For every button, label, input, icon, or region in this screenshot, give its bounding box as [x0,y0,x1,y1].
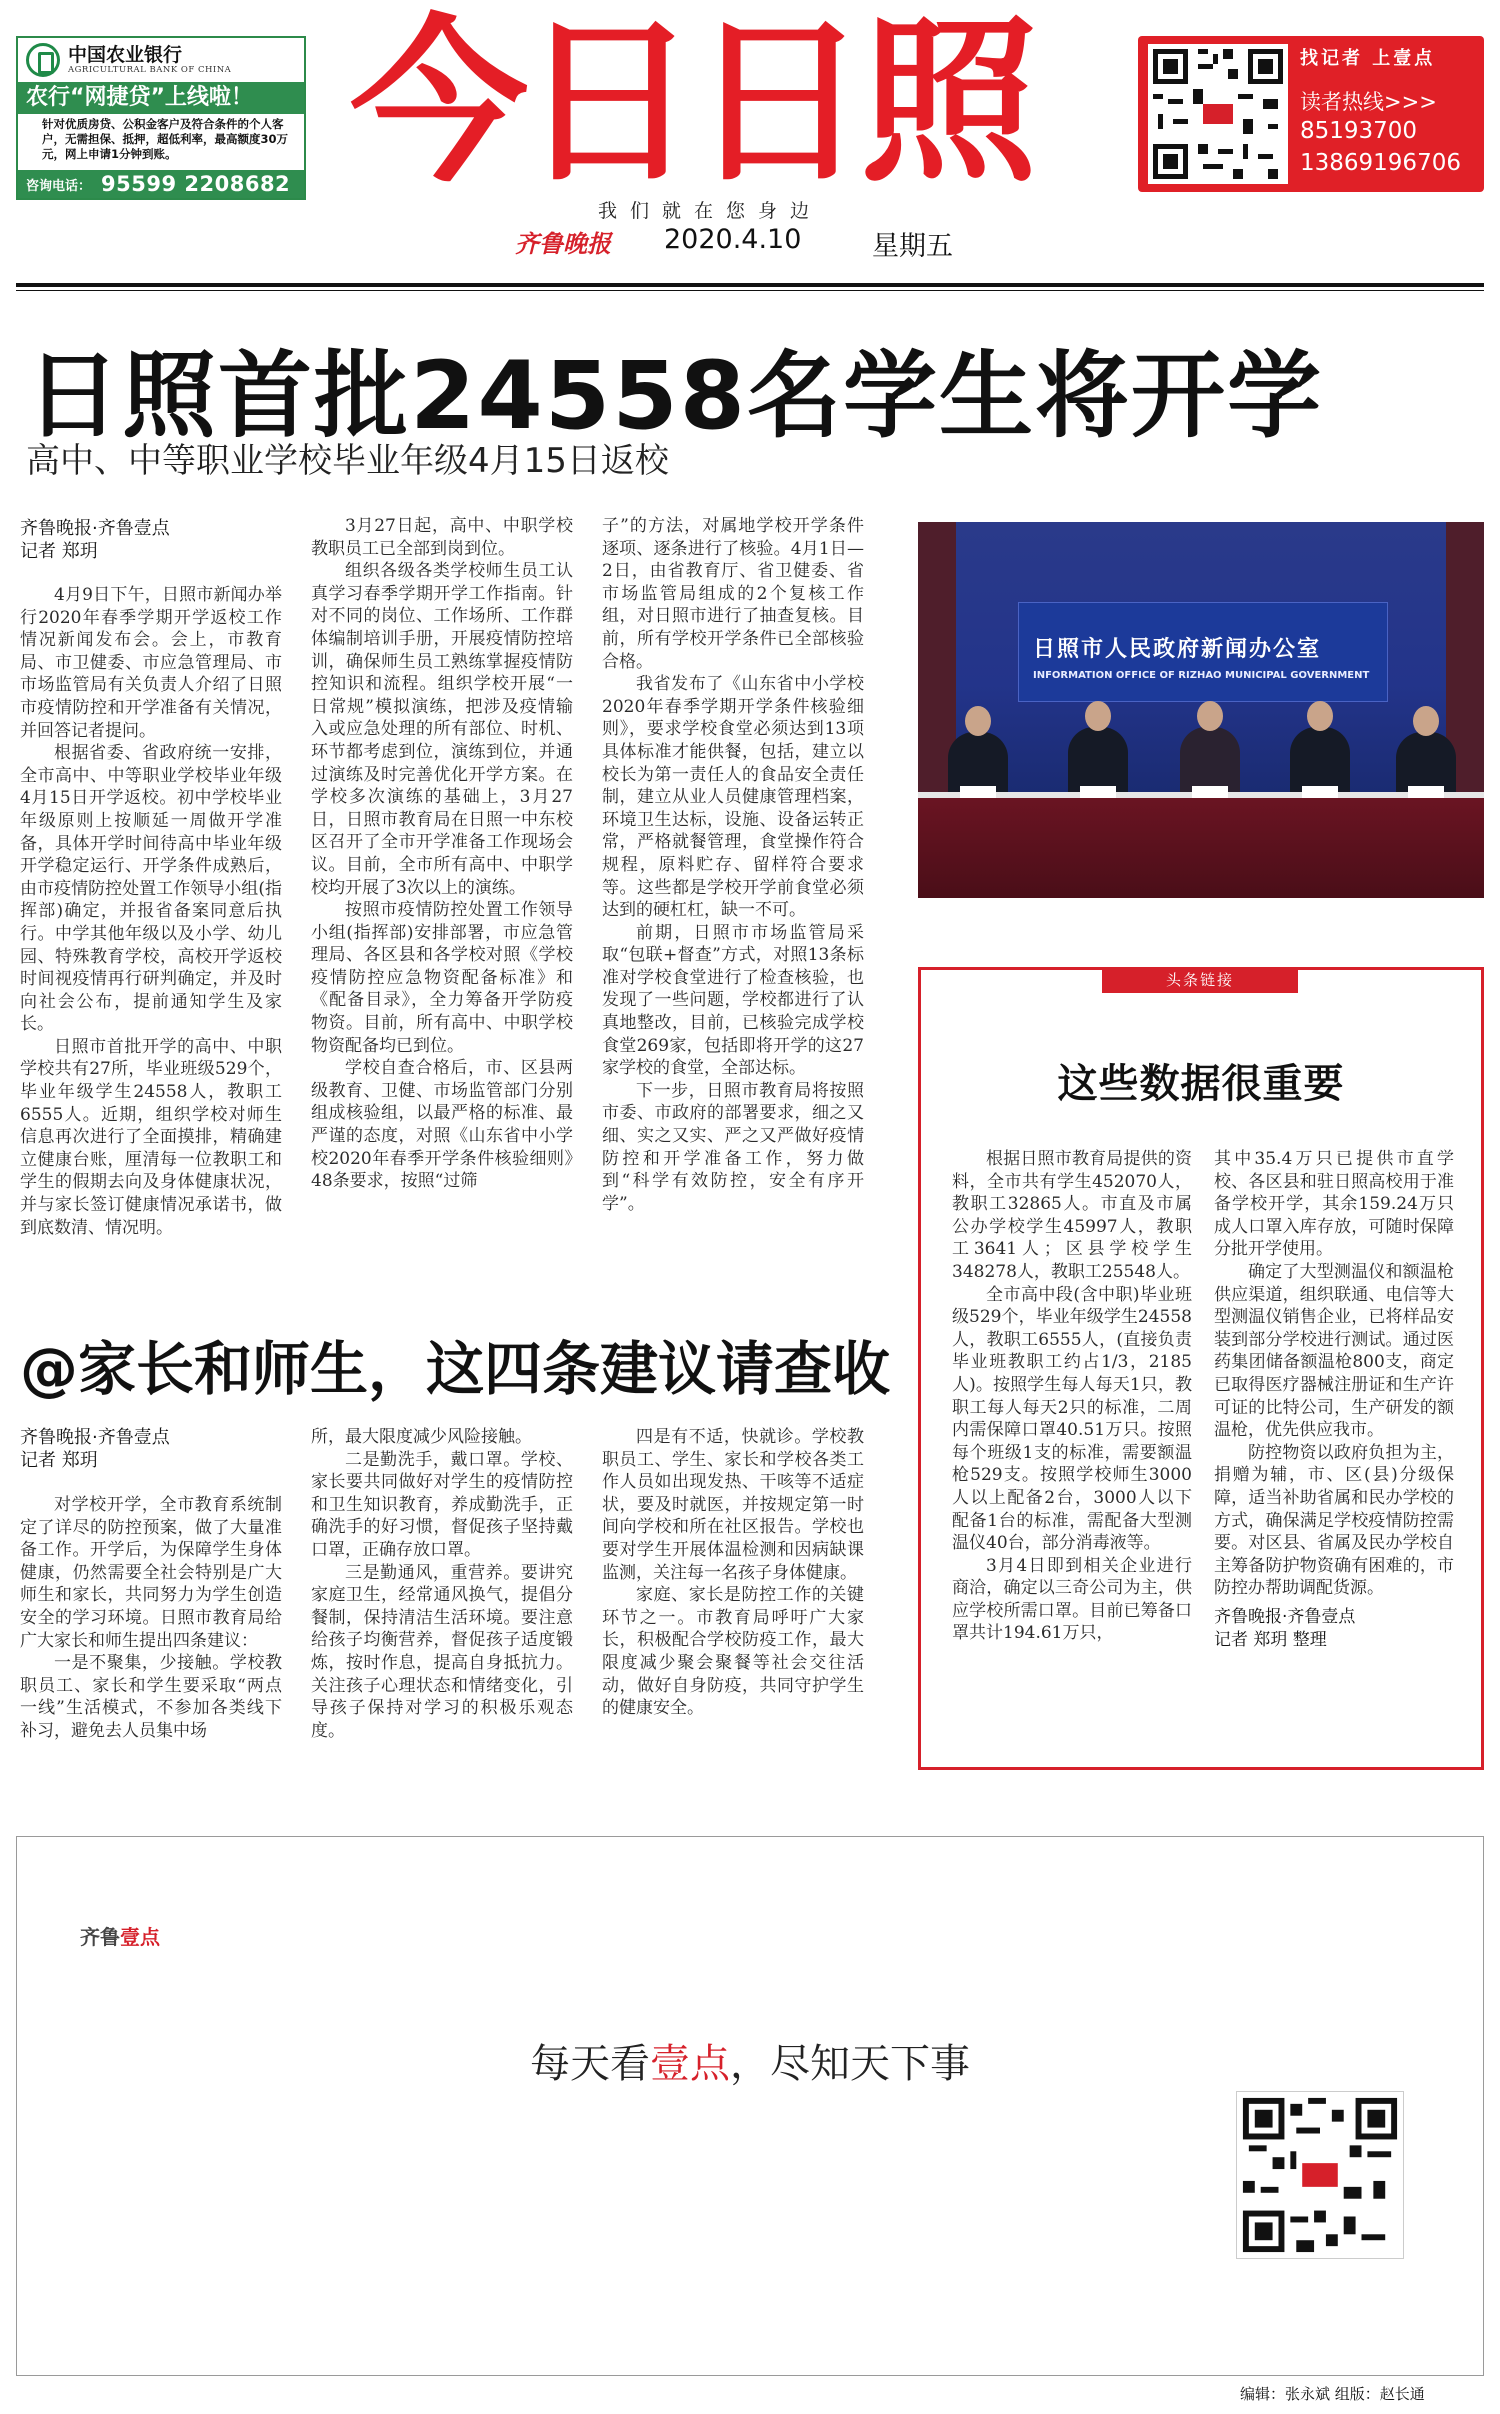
paragraph: 二是勤洗手，戴口罩。学校、家长要共同做好对学生的疫情防控和卫生知识教育，养成勤洗手，正确洗手的好习惯，督促孩子坚持戴口罩，正确存放口罩。 [311,1449,573,1560]
issue-date: 2020.4.10 [664,224,802,255]
qr-code-icon[interactable] [1148,44,1288,184]
lead-subheadline: 高中、中等职业学校毕业年级4月15日返校 [26,441,669,481]
second-byline [20,1426,170,1472]
lead-column-2 [311,515,573,1193]
paragraph: 组织各级各类学校师生员工认真学习春季学期开学工作指南。针对不同的岗位、工作场所、工作群体编制培训手册，开展疫情防控培训，确保师生员工熟练掌握疫情防控知识和流程。组织学校开展“一日常规”模拟演练，把涉及疫情输入或应急处理的所有部位、时机、环节都考虑到位，演练到位，并通过演练及时完善优化开学方案。在学校多次演练的基础上，3月27日，日照市教育局在日照一中东校区召开了全市开学准备工作现场会议。目前，全市所有高中、中职学校均开展了3次以上的演练。 [311,561,573,898]
paragraph: 根据日照市教育局提供的资料，全市共有学生452070人，教职工32865人。市直及市属公办学校学生45997人，教职工3641人；区县学校学生348278人，教职工25548人。 [952,1149,1192,1282]
paragraph: 家庭、家长是防控工作的关键环节之一。市教育局呼吁广大家长，积极配合学校防疫工作，最大限度减少聚会聚餐等社会交往活动，做好自身防疫，共同守护学生的健康安全。 [602,1585,864,1719]
paragraph: 三是勤通风，重营养。要讲究家庭卫生，经常通风换气，提倡分餐制，保持清洁生活环境。要注意给孩子均衡营养，督促孩子适度锻炼，按时作息，提高自身抵抗力。关注孩子心理状态和情绪变化，引导孩子保持对学习的积极乐观态度。 [311,1562,573,1741]
bank-name: 中国农业银行 [68,44,183,66]
slogan-part: 每天看 [530,2041,650,2087]
app-logo-text: 齐鲁 [80,1925,120,1949]
paragraph: 我省发布了《山东省中小学校2020年春季学期开学条件核验细则》，要求学校食堂必须达到13项具体标准才能供餐，包括，建立以校长为第一责任人的食品安全责任制，建立从业人员健康管理档案，环境卫生达标，设施、设备运转正常，严格就餐管理，食堂操作符合规程，原料贮存、留样符合要求等。这些都是学校开学前食堂必须达到的硬杠杠，缺一不可。 [602,674,864,921]
app-logo [80,1921,160,1950]
sidebar-tab-label: 头条链接 [1102,967,1298,993]
photo-banner-text-en: INFORMATION OFFICE OF RIZHAO MUNICIPAL GOVERNMENT [1033,670,1370,681]
slogan-part: ，尽知天下事 [730,2041,970,2087]
paragraph: 所，最大限度减少风险接触。 [311,1427,532,1447]
ad-description: 针对优质房贷、公积金客户及符合条件的个人客户，无需担保、抵押，超低利率，最高额度30万元，网上申请1分钟到账。 [42,117,289,161]
second-column-2 [311,1426,573,1742]
sidebar-byline [1214,1606,1454,1652]
paragraph: 全市高中段(含中职)毕业班级529个，毕业年级学生24558人，教职工6555人，(直接负责毕业班教职工约占1/3，2185人)。按照学生每人每天1只，教职工每人每天2只的标准，二周内需保障口罩40.51万只。按照每个班级1支的标准，需要额温枪529支。按照学校师生3000人以上配备2台，3000人以下配备1台的标准，需配备大型测温仪40台，部分消毒液等。 [952,1284,1192,1554]
paragraph: 其中35.4万只已提供市直学校、各区县和驻日照高校用于准备学校开学，其余159.24万只成人口罩入库存放，可随时保障分批开学使用。 [1214,1149,1454,1260]
paragraph: 3月27日起，高中、中职学校教职员工已全部到岗到位。 [311,516,573,559]
second-source: 齐鲁晚报·齐鲁壹点 [20,1427,170,1448]
paragraph: 日照市首批开学的高中、中职学校共有27所，毕业班级529个，毕业年级学生24558人，教职工6555人。近期，组织学校对师生信息再次进行了全面摸排，精确建立健康台账，厘清每一位教职工和学生的假期去向及身体健康状况，并与家长签订健康情况承诺书，做到底数清、情况明。 [20,1036,282,1238]
paragraph: 一是不聚集，少接触。学校教职员工、家长和学生要采取“两点一线”生活模式，不参加各类线下补习，避免去人员集中场 [20,1653,282,1741]
paragraph: 按照市疫情防控处置工作领导小组(指挥部)安排部署，市应急管理局、各区县和各学校对照《学校疫情防控应急物资配备标准》和《配备目录》，全力筹备开学防疫物资。目前，所有高中、中职学校物资配备均已到位。 [311,900,573,1056]
lead-column-3 [602,515,864,1215]
paragraph: 四是有不适，快就诊。学校教职员工、学生、家长和学校各类工作人员如出现发热、干咳等不适症状，要及时就医，并按规定第一时间向学校和所在社区报告。学校也要对学生开展体温检测和因病缺课监测，关注每一名孩子身体健康。 [602,1427,864,1583]
photo-banner-text: 日照市人民政府新闻办公室 [1033,637,1322,662]
paragraph: 防控物资以政府负担为主，捐赠为辅，市、区(县)分级保障，适当补助省属和民办学校的方式，确保满足学校疫情防控需要。对区县、省属及民办学校自主筹备防护物资确有困难的，市防控办帮助调配货源。 [1214,1442,1454,1599]
second-reporter: 记者 郑玥 [20,1450,98,1471]
press-conference-photo [918,522,1484,898]
app-logo-accent: 壹点 [120,1925,160,1949]
lead-source: 齐鲁晚报·齐鲁壹点 [20,518,170,539]
bank-advertisement [16,36,306,200]
hotline-number-2: 13869196706 [1300,150,1461,176]
paragraph: 3月4日即到相关企业进行商洽，确定以三奇公司为主，供应学校所需口罩。目前已筹备口罩共计194.61万只， [952,1555,1192,1644]
bank-name-en: AGRICULTURAL BANK OF CHINA [68,65,232,75]
sidebar-title: 这些数据很重要 [1057,1061,1345,1107]
lead-column-1 [20,584,282,1239]
second-column-1 [20,1494,282,1743]
second-column-3 [602,1426,864,1720]
paragraph: 根据省委、省政府统一安排，全市高中、中等职业学校毕业年级4月15日开学返校。初中学校毕业年级原则上按顺延一周做开学准备，具体开学时间待高中毕业年级开学稳定运行、开学条件成熟后，由市疫情防控处置工作领导小组(指挥部)确定，并报省备案同意后执行。中学其他年级以及小学、幼儿园、特殊教育学校，高校开学返校时间视疫情再行研判确定，并及时向社会公布，提前通知学生及家长。 [20,743,282,1035]
paragraph: 子”的方法，对属地学校开学条件逐项、逐条进行了核验。4月1日—2日，由省教育厅、省卫健委、省市场监管局组成的2个复核工作组，对日照市进行了抽查复核。目前，所有学校开学条件已全部核验合格。 [602,516,864,672]
bank-logo-icon [26,43,60,77]
sidebar-source: 齐鲁晚报·齐鲁壹点 [1214,1606,1356,1627]
reader-hotline-label: 读者热线>>> [1300,90,1437,114]
sidebar-reporter: 记者 郑玥 整理 [1214,1629,1327,1650]
hotline-number-1: 85193700 [1300,118,1418,144]
slogan-highlight: 壹点 [650,2041,730,2087]
paragraph: 确定了大型测温仪和额温枪供应渠道，组织联通、电信等大型测温仪销售企业，已将样品安装到部分学校进行测试。通过医药集团储备额温枪800支，商定已取得医疗器械注册证和生产许可证的比特公司，生产研发的额温枪，优先供应我市。 [1214,1261,1454,1441]
lead-reporter: 记者 郑玥 [20,541,98,562]
lead-byline [20,517,170,563]
paragraph: 下一步，日照市教育局将按照市委、市政府的部署要求，细之又细、实之又实、严之又严做好疫情防控和开学准备工作，努力做到“科学有效防控，安全有序开学”。 [602,1080,864,1214]
ad-phone-number: 95599 2208682 [101,172,291,196]
sidebar-column-2 [1214,1148,1454,1652]
paragraph: 对学校开学，全市教育系统制定了详尽的防控预案，做了大量准备工作。开学后，为保障学生身体健康，仍然需要全社会特别是广大师生和家长，共同努力为学生创造安全的学习环境。日照市教育局给广大家长和师生提出四条建议： [20,1495,282,1651]
ad-slogan: 农行“网捷贷”上线啦！ [18,82,304,114]
second-headline: @家长和师生，这四条建议请查收 [20,1335,891,1403]
sidebar-column-1 [952,1148,1192,1645]
ad-phone-label: 咨询电话： [26,178,92,194]
paragraph: 4月9日下午，日照市新闻办举行2020年春季学期开学返校工作情况新闻发布会。会上，市教育局、市卫健委、市应急管理局、市市场监管局有关负责人介绍了日照市疫情防控和开学准备有关情况，并回答记者提问。 [20,585,282,741]
masthead-tagline: 我们就在您身边 [598,200,823,222]
paragraph: 学校自查合格后，市、区县两级教育、卫健、市场监管部门分别组成核验组，以最严格的标准、最严谨的态度，对照《山东省中小学校2020年春季开学条件核验细则》48条要求，按照“过筛 [311,1058,573,1192]
issue-weekday: 星期五 [872,231,953,262]
masthead-divider [16,283,1484,287]
app-qr-code-icon[interactable] [1236,2091,1404,2259]
masthead-divider-thin [16,290,1484,291]
ad-phone-bar [18,170,304,198]
lead-headline: 日照首批24558名学生将开学 [26,342,1324,451]
brand-logo: 齐鲁晚报 [515,229,611,258]
paragraph: 前期，日照市市场监管局采取“包联+督查”方式，对照13条标准对学校食堂进行了检查核验，也发现了一些问题，学校都进行了认真地整改，目前，已核验完成学校食堂269家，包括即将开学的这27家学校的食堂，全部达标。 [602,922,864,1079]
app-slogan [0,2032,1500,2089]
newspaper-masthead: 今日日照 [350,0,1030,206]
contact-slogan: 找记者 上壹点 [1300,48,1436,69]
page-credits: 编辑：张永斌 组版：赵长通 [1240,2385,1425,2403]
